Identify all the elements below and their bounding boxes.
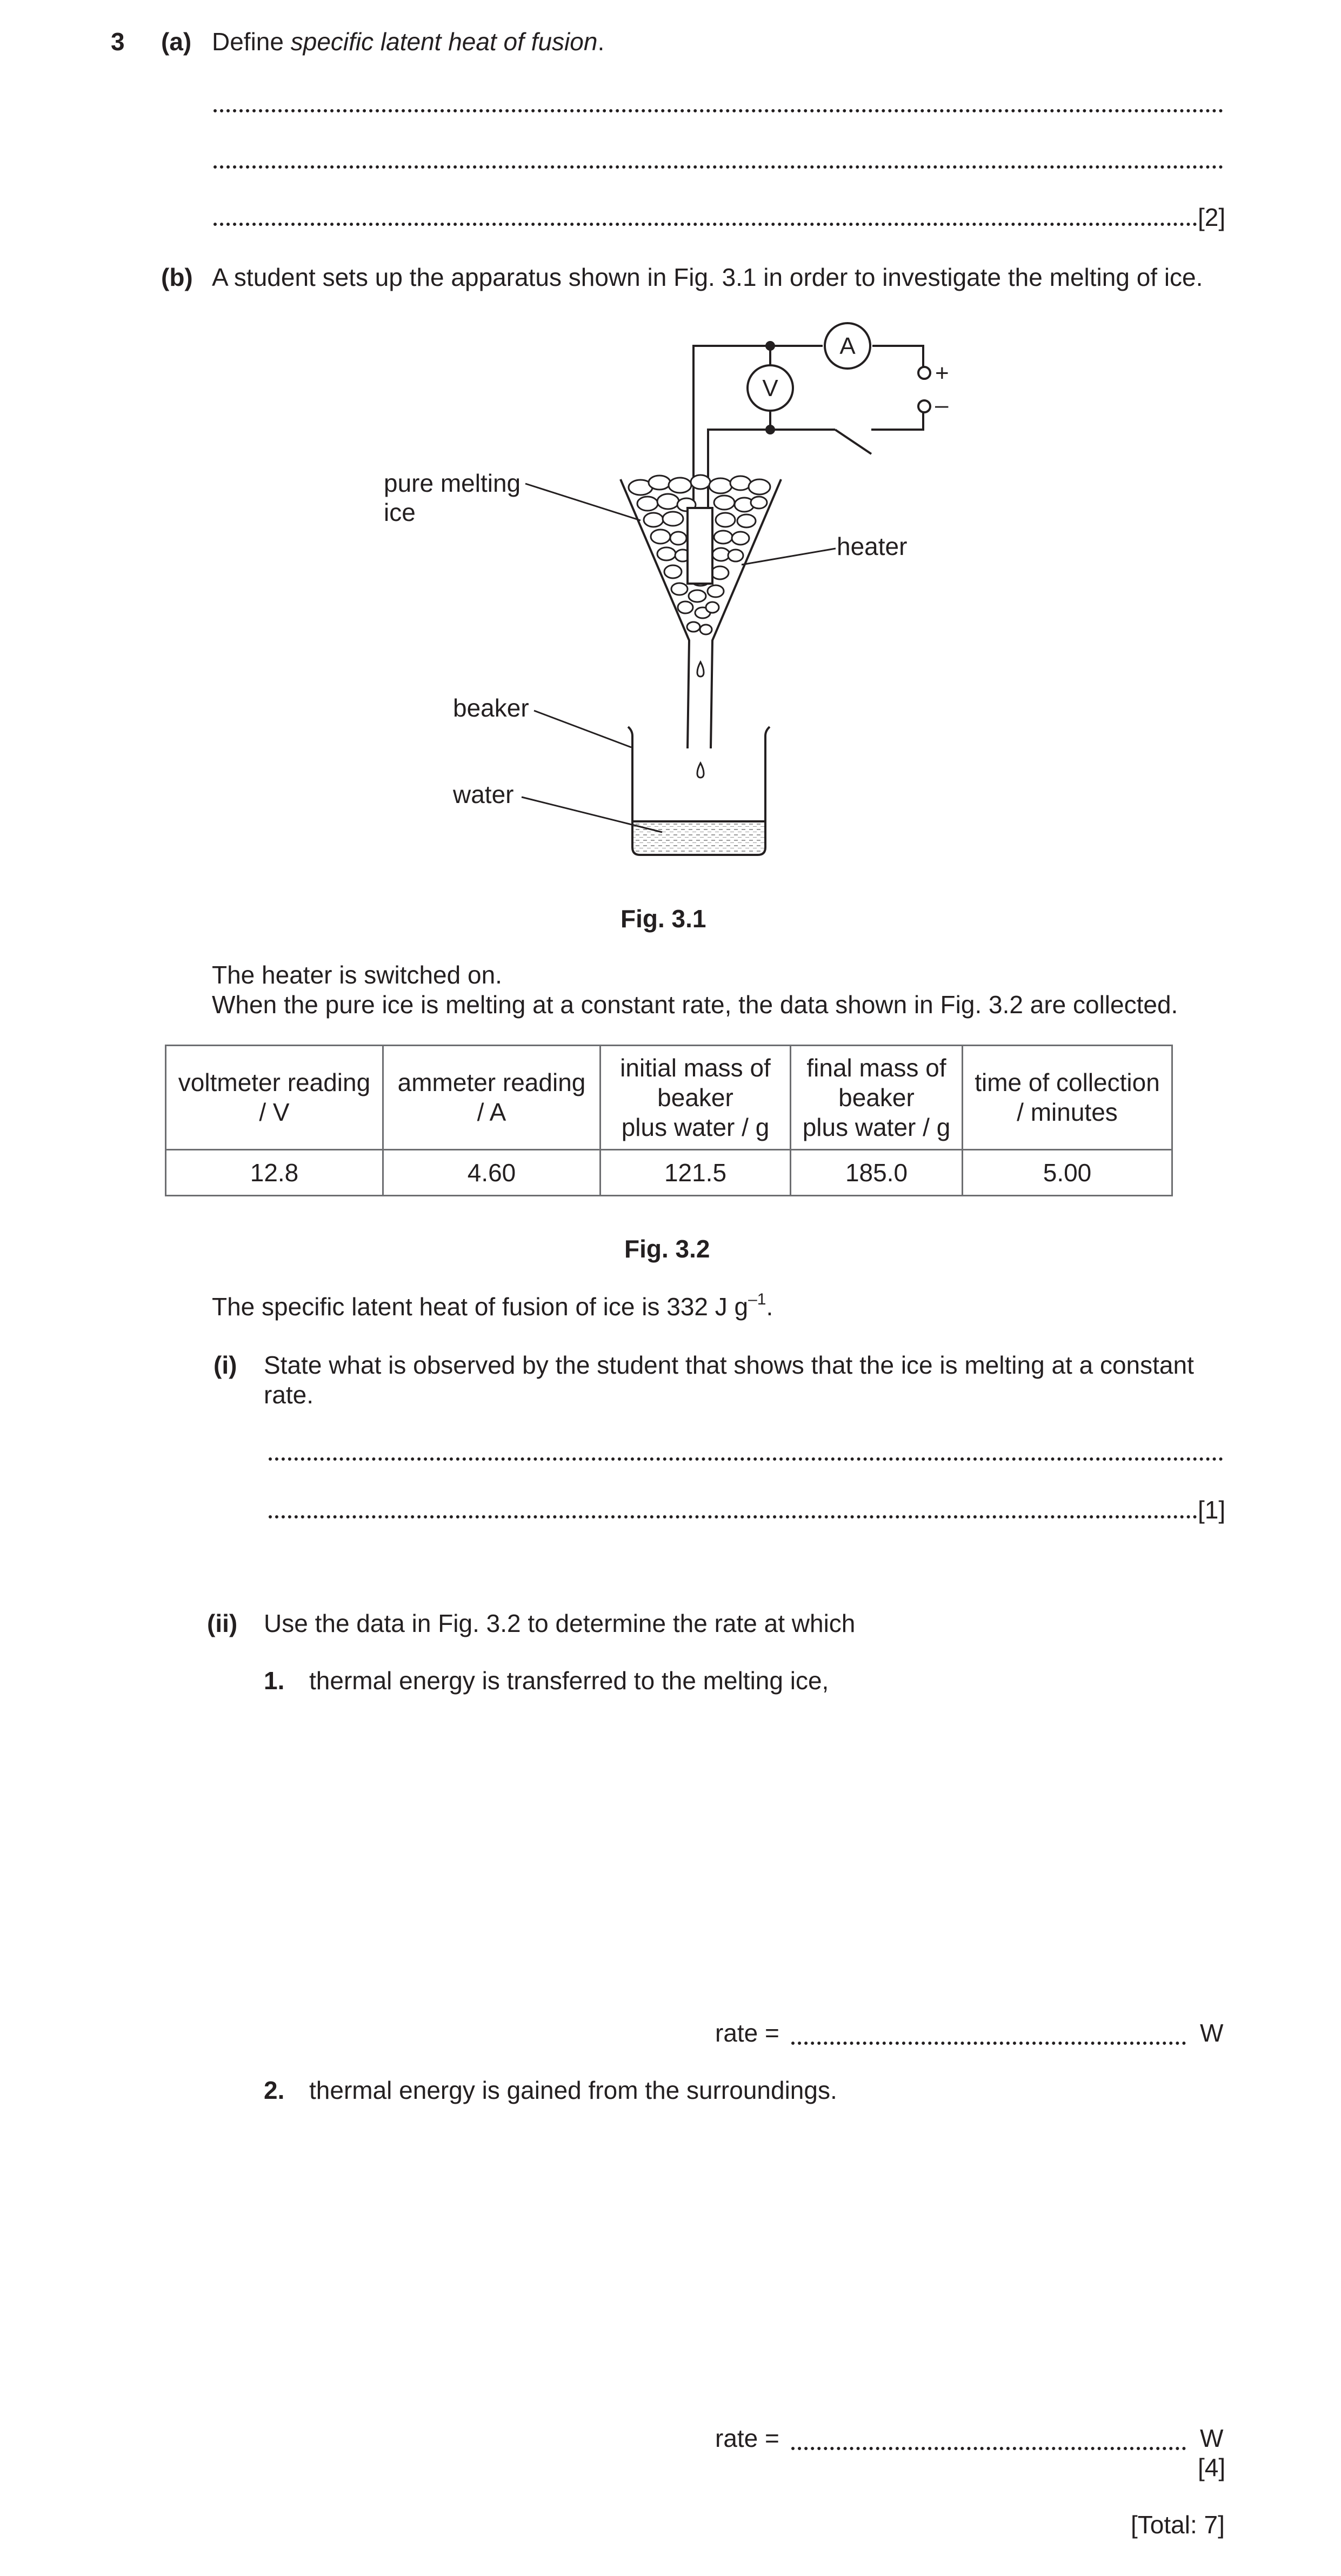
value-ammeter: 4.60 xyxy=(383,1150,601,1196)
table-header-row xyxy=(166,1046,1172,1150)
header-final-mass: final mass of beaker plus water / g xyxy=(791,1046,963,1150)
header-time: time of collection / minutes xyxy=(963,1046,1172,1150)
value-voltmeter: 12.8 xyxy=(166,1150,383,1196)
leader-water xyxy=(522,797,662,832)
label-beaker: beaker xyxy=(453,694,529,722)
drop-2 xyxy=(697,763,704,778)
part-a-prompt-term: specific latent heat of fusion xyxy=(290,28,598,56)
table-row xyxy=(166,1150,1172,1196)
part-a-prompt-suffix: . xyxy=(597,28,605,56)
item-2-number: 2. xyxy=(264,2076,285,2104)
latent-heat-exponent: –1 xyxy=(748,1290,766,1308)
value-final-mass: 185.0 xyxy=(791,1150,963,1196)
junction-bottom xyxy=(766,426,774,433)
leader-heater xyxy=(742,548,836,565)
plus-sign: + xyxy=(935,360,949,386)
figure-3-1-caption: Fig. 3.1 xyxy=(621,905,706,933)
part-i-line-2: rate. xyxy=(264,1381,314,1409)
drop-1 xyxy=(697,662,704,677)
circuit-wires xyxy=(693,346,923,562)
part-ii-marks: [4] xyxy=(1198,2453,1226,2481)
rate-unit-2: W xyxy=(1200,2424,1224,2452)
label-heater: heater xyxy=(837,532,908,560)
data-table xyxy=(165,1045,1173,1196)
part-ii-prompt: Use the data in Fig. 3.2 to determine the rate at which xyxy=(264,1609,856,1637)
voltmeter-symbol: V xyxy=(762,375,778,402)
part-a-prompt-prefix: Define xyxy=(212,28,291,56)
minus-sign: – xyxy=(935,392,949,418)
value-initial-mass: 121.5 xyxy=(601,1150,791,1196)
rate-answer-2[interactable] xyxy=(791,2425,1186,2450)
item-1-text: thermal energy is transferred to the melting ice, xyxy=(309,1667,829,1695)
positive-terminal xyxy=(918,367,930,379)
part-b-intro: A student sets up the apparatus shown in Fig. 3.1 in order to investigate the melting of ice. xyxy=(212,263,1203,291)
rate-answer-1[interactable] xyxy=(791,2020,1186,2045)
answer-line-i-1[interactable] xyxy=(269,1436,1223,1461)
header-initial-mass: initial mass of beaker plus water / g xyxy=(601,1046,791,1150)
junction-top xyxy=(766,342,774,350)
part-i-label: (i) xyxy=(214,1351,237,1379)
question-number: 3 xyxy=(111,28,125,56)
label-water: water xyxy=(453,780,514,808)
part-a-label: (a) xyxy=(161,28,192,56)
label-pure-ice-1: pure melting xyxy=(384,469,521,497)
data-collected-text: When the pure ice is melting at a constant rate, the data shown in Fig. 3.2 are collected. xyxy=(212,991,1178,1019)
header-ammeter: ammeter reading / A xyxy=(383,1046,601,1150)
latent-heat-end: . xyxy=(766,1293,773,1321)
water-fill xyxy=(633,821,764,853)
part-b-label: (b) xyxy=(161,263,193,291)
answer-line-i-2[interactable] xyxy=(269,1494,1197,1518)
heater-switched-text: The heater is switched on. xyxy=(212,961,502,989)
rate-unit-1: W xyxy=(1200,2019,1224,2047)
figure-3-2-caption: Fig. 3.2 xyxy=(624,1235,710,1263)
label-pure-ice-2: ice xyxy=(384,498,416,526)
item-1-number: 1. xyxy=(264,1667,285,1695)
item-2-text: thermal energy is gained from the surroundings. xyxy=(309,2076,837,2104)
leader-pure-ice xyxy=(525,484,641,520)
part-i-line-1: State what is observed by the student that shows that the ice is melting at a constant xyxy=(264,1351,1194,1379)
leader-beaker xyxy=(534,711,631,747)
total-marks: [Total: 7] xyxy=(1131,2511,1225,2539)
part-ii-label: (ii) xyxy=(207,1609,238,1637)
heater-element xyxy=(688,508,712,584)
ammeter-symbol: A xyxy=(839,333,856,359)
part-i-marks: [1] xyxy=(1198,1496,1226,1524)
part-a-marks: [2] xyxy=(1198,203,1226,231)
value-time: 5.00 xyxy=(963,1150,1172,1196)
header-voltmeter: voltmeter reading / V xyxy=(166,1046,383,1150)
rate-label-1: rate = xyxy=(715,2019,779,2047)
rate-label-2: rate = xyxy=(715,2424,779,2452)
apparatus-diagram xyxy=(0,0,1341,951)
latent-heat-text: The specific latent heat of fusion of ice is 332 J g xyxy=(212,1293,749,1321)
negative-terminal xyxy=(918,400,930,412)
latent-heat-statement xyxy=(212,1292,773,1322)
